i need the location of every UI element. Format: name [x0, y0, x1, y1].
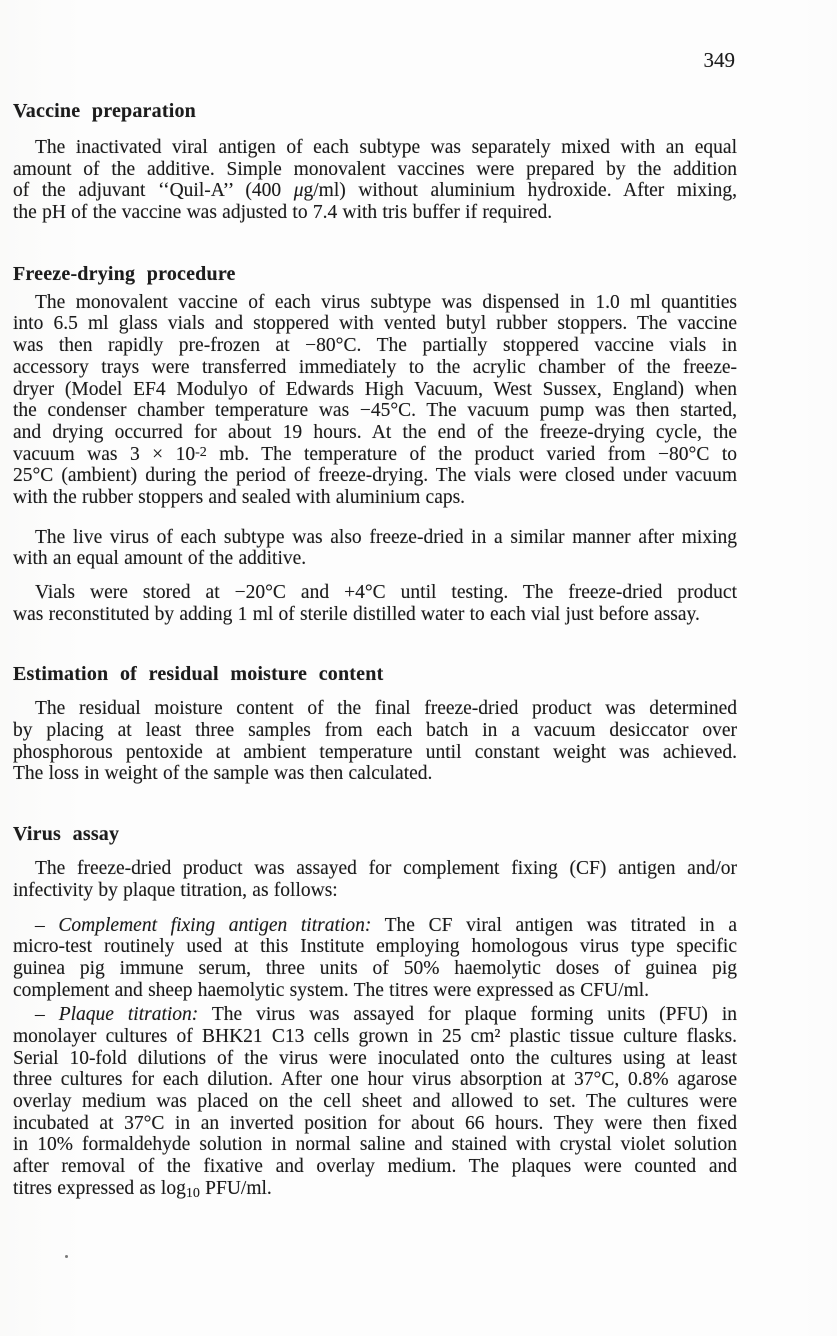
section-heading-virus-assay: Virus assay [13, 823, 120, 846]
paragraph-virus-assay-intro [13, 858, 737, 901]
text-line: amount of the additive. Simple monovalent vaccines were prepared by the addition [13, 158, 737, 180]
text-line: The inactivated viral antigen of each subtype was separately mixed with an equal [35, 137, 737, 158]
text-line: three cultures for each dilution. After one hour virus absorption at 37°C, 0.8% agarose [13, 1069, 737, 1091]
text-line: infectivity by plaque titration, as follows: [13, 879, 338, 901]
paragraph-freeze-drying-2 [13, 527, 737, 570]
text-line: – Plaque titration: The virus was assayed for plaque forming units (PFU) in [35, 1004, 737, 1026]
paragraph-freeze-drying-1 [13, 292, 737, 509]
text-line: overlay medium was placed on the cell sheet and allowed to set. The cultures were [13, 1091, 737, 1112]
section-heading-residual-moisture: Estimation of residual moisture content [13, 663, 384, 686]
scan-artifact-speck [65, 1255, 68, 1258]
text-line: The live virus of each subtype was also freeze-dried in a similar manner after mixing [35, 526, 737, 548]
text-line: The residual moisture content of the final freeze-dried product was determined [35, 698, 737, 720]
text-line: guinea pig immune serum, three units of 50% haemolytic doses of guinea pig [13, 957, 737, 979]
text-line: The monovalent vaccine of each virus subtype was dispensed in 1.0 ml quantities [35, 291, 737, 313]
section-heading-vaccine-preparation: Vaccine preparation [13, 100, 196, 122]
paragraph-vaccine-preparation [13, 137, 737, 224]
text-line: – Complement fixing antigen titration: The CF viral antigen was titrated in a [35, 914, 737, 936]
text-line: The loss in weight of the sample was then calculated. [13, 763, 433, 785]
text-line: in 10% formaldehyde solution in normal saline and stained with crystal violet solution [13, 1134, 737, 1156]
text-line: Vials were stored at −20°C and +4°C until testing. The freeze-dried product [35, 582, 737, 603]
page-number: 349 [703, 48, 735, 72]
text-line: of the adjuvant ‘‘Quil-A’’ (400 μg/ml) without aluminium hydroxide. After mixing, [13, 180, 737, 202]
text-line: and drying occurred for about 19 hours. At the end of the freeze-drying cycle, the [13, 421, 737, 443]
text-line: micro-test routinely used at this Institute employing homologous virus type specific [13, 936, 737, 958]
text-line: was then rapidly pre-frozen at −80°C. The partially stoppered vaccine vials in [13, 335, 737, 357]
paragraph-freeze-drying-3 [13, 582, 737, 625]
text-line: vacuum was $3 \times 10^{-2}$ mb. The temperature of the product varied from −80°C to [13, 443, 737, 465]
text-line: accessory trays were transferred immediately to the acrylic chamber of the freeze- [13, 356, 737, 378]
text-line: titres expressed as $\log_{10} PFU/ml$. [13, 1177, 272, 1200]
paragraph-plaque-titration [13, 1004, 737, 1199]
text-line: with an equal amount of the additive. [13, 548, 307, 570]
text-line: was reconstituted by adding 1 ml of sterile distilled water to each vial just before assay. [13, 603, 700, 625]
text-line: by placing at least three samples from each batch in a vacuum desiccator over [13, 720, 737, 742]
text-line: phosphorous pentoxide at ambient temperature until constant weight was achieved. [13, 741, 737, 763]
paragraph-residual-moisture [13, 698, 737, 785]
section-heading-freeze-drying-procedure: Freeze-drying procedure [13, 262, 236, 285]
text-line: after removal of the fixative and overlay medium. The plaques were counted and [13, 1156, 737, 1178]
text-line: 25°C (ambient) during the period of freeze-drying. The vials were closed under vacuum [13, 465, 737, 487]
page-content [13, 48, 737, 1199]
text-line: complement and sheep haemolytic system. The titres were expressed as CFU/ml. [13, 979, 650, 1001]
text-line: into 6.5 ml glass vials and stoppered with vented butyl rubber stoppers. The vaccine [13, 313, 737, 335]
paragraph-complement-fixing [13, 915, 737, 1002]
text-line: dryer (Model EF4 Modulyo of Edwards High Vacuum, West Sussex, England) when [13, 378, 737, 400]
text-line: monolayer cultures of BHK21 C13 cells grown in 25 cm² plastic tissue culture flasks. [13, 1025, 737, 1047]
text-line: Serial 10-fold dilutions of the virus were inoculated onto the cultures using at least [13, 1047, 737, 1069]
text-line: incubated at 37°C in an inverted position for about 66 hours. They were then fixed [13, 1112, 737, 1134]
text-line: with the rubber stoppers and sealed with aluminium caps. [13, 486, 466, 508]
text-line: The freeze-dried product was assayed for complement fixing (CF) antigen and/or [35, 858, 737, 880]
text-line: the condenser chamber temperature was −45°C. The vacuum pump was then started, [13, 400, 737, 422]
text-line: the pH of the vaccine was adjusted to 7.4 with tris buffer if required. [13, 202, 553, 224]
